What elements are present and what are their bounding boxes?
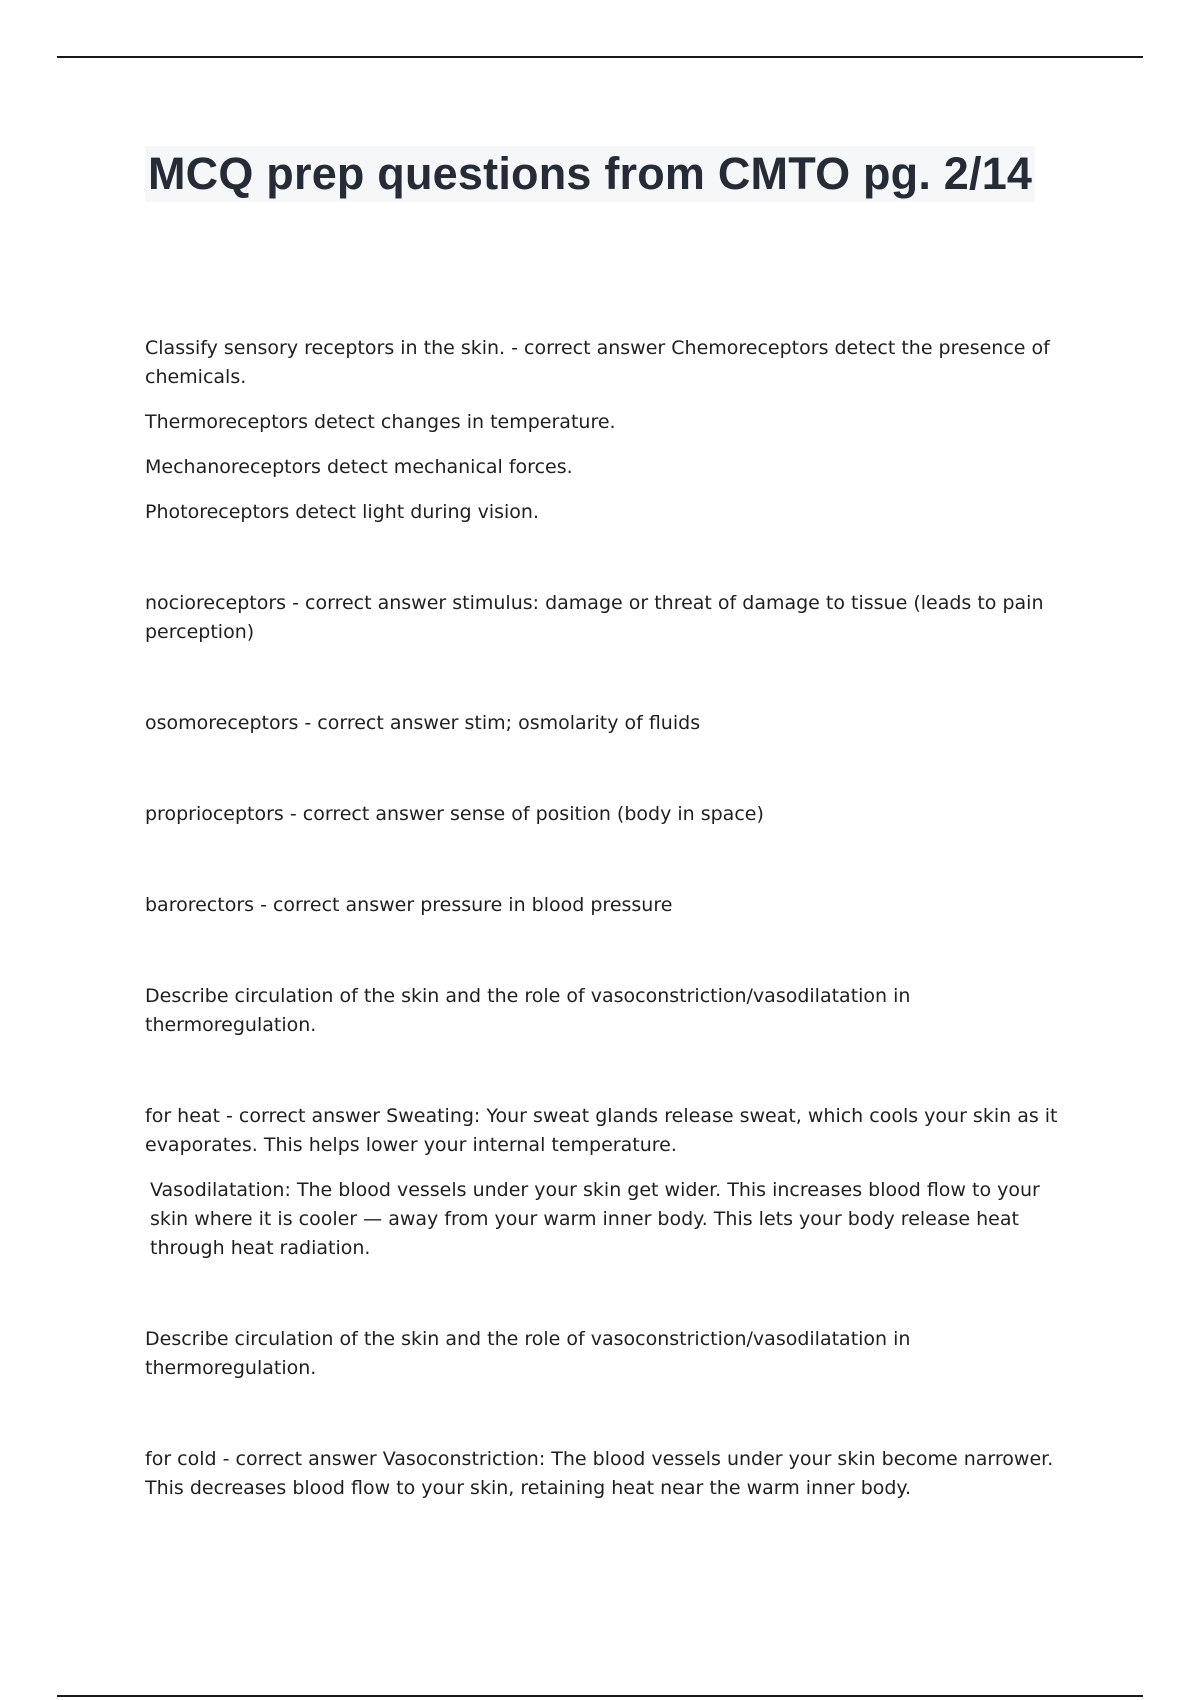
- bottom-divider: [57, 1695, 1143, 1697]
- paragraph-describe-circulation-2: Describe circulation of the skin and the role of vasoconstriction/vasodilatation in thermoregulation.: [145, 1328, 911, 1379]
- title-highlight: [145, 146, 1035, 202]
- paragraph-barorectors: barorectors - correct answer pressure in blood pressure: [145, 894, 673, 916]
- paragraph-describe-circulation-1: Describe circulation of the skin and the role of vasoconstriction/vasodilatation in thermoregulation.: [145, 985, 911, 1036]
- top-divider: [57, 56, 1143, 58]
- paragraph-mechanoreceptors: Mechanoreceptors detect mechanical forces.: [145, 456, 573, 478]
- paragraph-thermoreceptors: Thermoreceptors detect changes in temperature.: [145, 411, 616, 433]
- document-body: [145, 334, 1065, 1503]
- paragraph-vasodilatation: Vasodilatation: The blood vessels under your skin get wider. This increases blood flow to your skin where it is cooler — away from your warm inner body. This lets your body release heat through heat radiation.: [150, 1179, 1040, 1259]
- paragraph-for-heat: for heat - correct answer Sweating: Your sweat glands release sweat, which cools your skin as it evaporates. This helps lower your internal temperature.: [145, 1105, 1058, 1156]
- paragraph-for-cold: for cold - correct answer Vasoconstriction: The blood vessels under your skin become narrower. This decreases blood flow to your skin, retaining heat near the warm inner body.: [145, 1448, 1054, 1499]
- paragraph-photoreceptors: Photoreceptors detect light during vision.: [145, 501, 540, 523]
- page-title: MCQ prep questions from CMTO pg. 2/14: [148, 148, 1033, 199]
- paragraph-proprioceptors: proprioceptors - correct answer sense of position (body in space): [145, 803, 764, 825]
- paragraph-nocioreceptors: nocioreceptors - correct answer stimulus: damage or threat of damage to tissue (leads to pain perception): [145, 592, 1044, 643]
- paragraph-classify-receptors: Classify sensory receptors in the skin. - correct answer Chemoreceptors detect the presence of chemicals.: [145, 337, 1050, 388]
- paragraph-osomoreceptors: osomoreceptors - correct answer stim; osmolarity of fluids: [145, 712, 701, 734]
